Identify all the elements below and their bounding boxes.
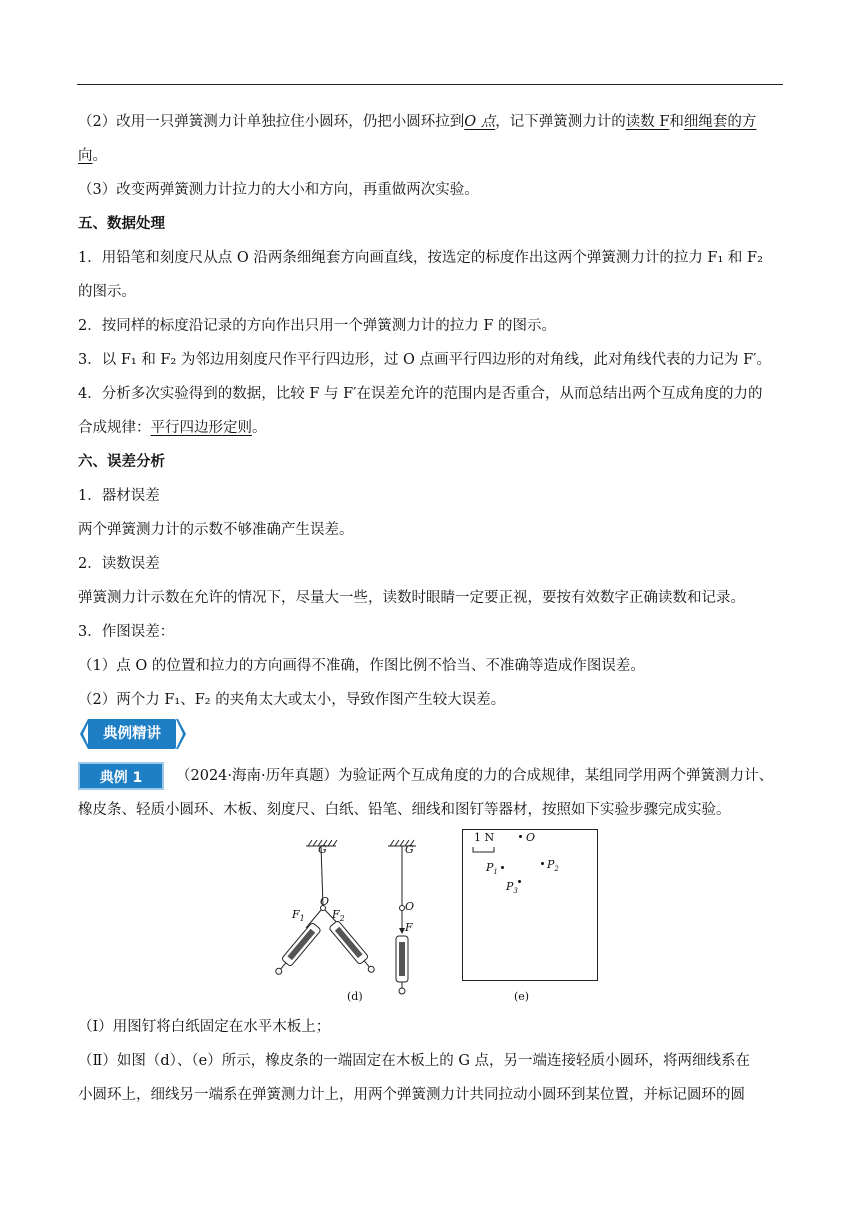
data-item-4-cont xyxy=(78,418,784,438)
step-2-line1: （Ⅱ）如图（d）、（e）所示，橡皮条的一端固定在木板上的 G 点，另一端连接轻质小圆环，将两细线系在 xyxy=(78,1053,751,1069)
data-item-2: 2．按同样的标度沿记录的方向作出只用一个弹簧测力计的拉力 F 的图示。 xyxy=(78,318,557,334)
text: 。 xyxy=(92,148,107,164)
text: 和 xyxy=(669,114,684,130)
point-P2 xyxy=(541,862,544,865)
underlined-answer: O 点 xyxy=(464,114,496,130)
label-P3: $P_3$ xyxy=(506,880,518,896)
step-1: （Ⅰ）用图钉将白纸固定在水平木板上； xyxy=(78,1019,331,1035)
text: （2）改用一只弹簧测力计单独拉住小圆环，仍把小圆环拉到 xyxy=(78,114,465,130)
banner-title: 典例精讲 xyxy=(88,719,176,749)
label-F2: $F_2$ xyxy=(332,908,345,924)
label-point-O: O xyxy=(526,831,536,844)
label-P1: $P_1$ xyxy=(486,861,498,877)
paragraph-step3: （3）改变两弹簧测力计拉力的大小和方向，再重做两次实验。 xyxy=(78,182,479,198)
label-F1: $F_1$ xyxy=(292,908,305,924)
error-item-3-1: （1）点 O 的位置和拉力的方向画得不准确，作图比例不恰当、不准确等造成作图误差。 xyxy=(78,658,645,674)
text: ，记下弹簧测力计的 xyxy=(495,114,626,130)
point-O xyxy=(519,835,522,838)
underlined-answer: 向 xyxy=(78,148,93,164)
step-2-line2: 小圆环上，细线另一端系在弹簧测力计上，用两个弹簧测力计共同拉动小圆环到某位置，并标记圆环的圆 xyxy=(78,1087,745,1103)
text: 。 xyxy=(252,420,267,436)
underlined-answer: 细绳套的方 xyxy=(683,114,757,130)
spring-scale-right xyxy=(329,920,378,975)
error-item-2-text: 弹簧测力计示数在允许的情况下，尽量大一些，读数时眼睛一定要正视，要按有效数字正确读数和记录。 xyxy=(78,590,745,606)
underlined-answer: 平行四边形定则 xyxy=(150,420,252,436)
header-rule xyxy=(77,84,783,85)
label-G-right: G xyxy=(405,843,414,856)
label-P2: $P_2$ xyxy=(547,858,559,874)
spring-scale-vertical xyxy=(396,936,408,994)
section-banner xyxy=(78,717,188,751)
section-heading-data: 五、数据处理 xyxy=(78,216,165,232)
data-item-1-cont: 的图示。 xyxy=(78,284,136,300)
chevron-right-icon xyxy=(176,717,188,751)
error-item-1: 1．器材误差 xyxy=(78,488,160,504)
data-item-1: 1．用铅笔和刻度尺从点 O 沿两条细绳套方向画直线，按选定的标度作出这两个弹簧测力计的拉力 F₁ 和 F₂ xyxy=(78,250,763,266)
figure-e-caption: (e) xyxy=(514,990,530,1003)
spring-scale-left xyxy=(272,922,321,977)
example-text-line1: （2024·海南·历年真题）为验证两个互成角度的力的合成规律，某组同学用两个弹簧测力计、 xyxy=(176,768,774,784)
data-item-3: 3．以 F₁ 和 F₂ 为邻边用刻度尺作平行四边形，过 O 点画平行四边形的对角线，此对角线代表的力记为 F′。 xyxy=(78,352,771,368)
paragraph-step2 xyxy=(78,112,784,132)
point-P3 xyxy=(518,880,521,883)
data-item-4: 4．分析多次实验得到的数据，比较 F 与 F′在误差允许的范围内是否重合，从而总结出两个互成角度的力的 xyxy=(78,386,763,402)
underlined-answer: 读数 F xyxy=(625,114,670,130)
error-item-3: 3．作图误差： xyxy=(78,624,175,640)
error-item-2: 2．读数误差 xyxy=(78,556,160,572)
scale-bar-icon xyxy=(472,846,496,854)
scale-label: 1 N xyxy=(474,831,495,844)
section-heading-error: 六、误差分析 xyxy=(78,454,165,470)
error-item-3-2: （2）两个力 F₁、F₂ 的夹角太大或太小，导致作图产生较大误差。 xyxy=(78,692,506,708)
label-O-left: O xyxy=(320,895,330,908)
label-F: F xyxy=(405,921,413,934)
figure-d-caption: (d) xyxy=(347,990,363,1003)
example-badge: 典例 1 xyxy=(78,762,164,790)
example-text-line2: 橡皮条、轻质小圆环、木板、刻度尺、白纸、铅笔、细线和图钉等器材，按照如下实验步骤完成实验。 xyxy=(78,802,731,818)
paragraph-step2-cont xyxy=(78,146,784,166)
error-item-1-text: 两个弹簧测力计的示数不够准确产生误差。 xyxy=(78,522,354,538)
point-P1 xyxy=(501,866,504,869)
label-G-left: G xyxy=(318,843,327,856)
text: 合成规律： xyxy=(78,420,151,436)
label-O-right: O xyxy=(405,900,415,913)
